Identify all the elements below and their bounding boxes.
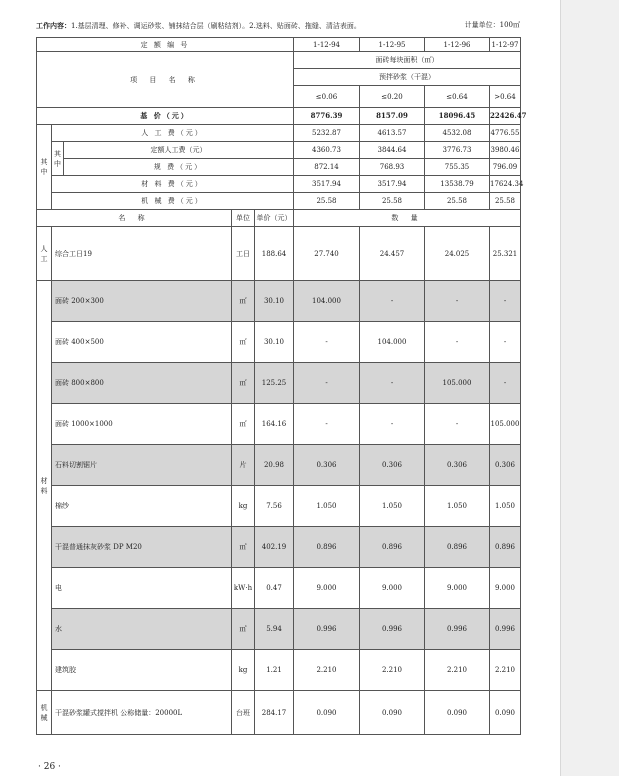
material-row bbox=[37, 281, 521, 322]
material-row bbox=[37, 322, 521, 363]
material-qty: 0.306 bbox=[294, 445, 360, 486]
material-qty: 9.000 bbox=[360, 568, 425, 609]
material-qty: 9.000 bbox=[425, 568, 490, 609]
fees-label: 规 费（元） bbox=[64, 159, 294, 176]
measurement-unit: 计量单位：100㎡ bbox=[464, 21, 520, 29]
material-unit: 片 bbox=[232, 445, 255, 486]
material-qty: 0.306 bbox=[360, 445, 425, 486]
material-unit: ㎡ bbox=[232, 281, 255, 322]
work-content-text: 1.基层清理、修补、调运砂浆、铺抹结合层（刷粘结剂）。2.选料、贴面砖、拖缝、清洁表面。 bbox=[71, 22, 361, 30]
material-qty: - bbox=[360, 281, 425, 322]
material-name: 石料切割锯片 bbox=[52, 445, 232, 486]
resource-price-header: 单价（元） bbox=[255, 210, 294, 227]
material-group-text: 材 料 bbox=[40, 476, 48, 495]
quota-code-4: 1-12-97 bbox=[490, 38, 521, 52]
base-price-3: 18096.45 bbox=[425, 108, 490, 125]
mortar-type-header: 预拌砂浆（干混） bbox=[294, 69, 521, 86]
material-price: 402.19 bbox=[255, 527, 294, 568]
material-qty: 1.050 bbox=[425, 486, 490, 527]
material-row bbox=[37, 445, 521, 486]
quota-labor-cost-1: 4360.73 bbox=[294, 142, 360, 159]
machinery-item-unit: 台班 bbox=[232, 691, 255, 735]
material-price: 20.98 bbox=[255, 445, 294, 486]
fees-1: 872.14 bbox=[294, 159, 360, 176]
material-qty: 2.210 bbox=[294, 650, 360, 691]
material-price: 5.94 bbox=[255, 609, 294, 650]
fees-3: 755.35 bbox=[425, 159, 490, 176]
material-name: 面砖 400×500 bbox=[52, 322, 232, 363]
material-price: 0.47 bbox=[255, 568, 294, 609]
item-name-label: 项 目 名 称 bbox=[37, 52, 294, 108]
material-qty: 1.050 bbox=[360, 486, 425, 527]
material-qty: 104.000 bbox=[360, 322, 425, 363]
labor-item-name: 综合工日19 bbox=[52, 227, 232, 281]
material-unit: ㎡ bbox=[232, 363, 255, 404]
machinery-item-qty-3: 0.090 bbox=[425, 691, 490, 735]
material-unit: ㎥ bbox=[232, 527, 255, 568]
material-row bbox=[37, 568, 521, 609]
material-price: 164.16 bbox=[255, 404, 294, 445]
material-row bbox=[37, 650, 521, 691]
labor-cost-4: 4776.55 bbox=[490, 125, 521, 142]
material-price: 30.10 bbox=[255, 322, 294, 363]
material-unit: ㎥ bbox=[232, 609, 255, 650]
material-qty: - bbox=[360, 404, 425, 445]
material-name: 面砖 1000×1000 bbox=[52, 404, 232, 445]
material-name: 建筑胶 bbox=[52, 650, 232, 691]
work-content-line bbox=[36, 21, 520, 31]
material-cost-1: 3517.94 bbox=[294, 176, 360, 193]
material-name: 面砖 800×800 bbox=[52, 363, 232, 404]
material-qty: 0.996 bbox=[294, 609, 360, 650]
quota-labor-cost-2: 3844.64 bbox=[360, 142, 425, 159]
material-qty: 0.996 bbox=[360, 609, 425, 650]
material-qty: - bbox=[425, 281, 490, 322]
material-price: 30.10 bbox=[255, 281, 294, 322]
material-name: 面砖 200×300 bbox=[52, 281, 232, 322]
material-unit: ㎡ bbox=[232, 322, 255, 363]
base-price-4: 22426.47 bbox=[490, 108, 521, 125]
labor-item-qty-4: 25.321 bbox=[490, 227, 521, 281]
base-price-2: 8157.09 bbox=[360, 108, 425, 125]
range-4: >0.64 bbox=[490, 86, 521, 108]
material-unit: kg bbox=[232, 650, 255, 691]
material-cost-3: 13538.79 bbox=[425, 176, 490, 193]
material-qty: - bbox=[360, 363, 425, 404]
material-unit: kg bbox=[232, 486, 255, 527]
labor-cost-3: 4532.08 bbox=[425, 125, 490, 142]
cost-group-text: 其 中 bbox=[40, 158, 48, 176]
material-qty: 0.996 bbox=[490, 609, 521, 650]
machinery-item-price: 284.17 bbox=[255, 691, 294, 735]
material-unit: kW·h bbox=[232, 568, 255, 609]
labor-group-label bbox=[37, 227, 52, 281]
work-content-label: 工作内容： bbox=[36, 21, 71, 30]
material-qty: - bbox=[294, 363, 360, 404]
material-group-label bbox=[37, 281, 52, 691]
machinery-item-qty-2: 0.090 bbox=[360, 691, 425, 735]
labor-cost-1: 5232.87 bbox=[294, 125, 360, 142]
quota-code-1: 1-12-94 bbox=[294, 38, 360, 52]
material-qty: 9.000 bbox=[294, 568, 360, 609]
material-qty: - bbox=[425, 404, 490, 445]
material-qty: 105.000 bbox=[490, 404, 521, 445]
material-row bbox=[37, 486, 521, 527]
machine-cost-2: 25.58 bbox=[360, 193, 425, 210]
material-unit: ㎡ bbox=[232, 404, 255, 445]
machine-cost-4: 25.58 bbox=[490, 193, 521, 210]
material-qty: 9.000 bbox=[490, 568, 521, 609]
machinery-group-text: 机 械 bbox=[40, 703, 48, 722]
material-name: 水 bbox=[52, 609, 232, 650]
material-qty: 104.000 bbox=[294, 281, 360, 322]
machinery-item-qty-1: 0.090 bbox=[294, 691, 360, 735]
quota-labor-cost-3: 3776.73 bbox=[425, 142, 490, 159]
base-price-1: 8776.39 bbox=[294, 108, 360, 125]
material-qty: - bbox=[490, 322, 521, 363]
material-qty: - bbox=[294, 404, 360, 445]
labor-item-qty-1: 27.740 bbox=[294, 227, 360, 281]
material-price: 1.21 bbox=[255, 650, 294, 691]
resource-name-header: 名 称 bbox=[37, 210, 232, 227]
cost-group-label bbox=[37, 125, 52, 210]
range-2: ≤0.20 bbox=[360, 86, 425, 108]
material-qty: - bbox=[294, 322, 360, 363]
material-name: 干混普通抹灰砂浆 DP M20 bbox=[52, 527, 232, 568]
base-price-label: 基 价（元） bbox=[37, 108, 294, 125]
page-number: · 26 · bbox=[38, 762, 61, 772]
quota-code-label: 定 额 编 号 bbox=[37, 38, 294, 52]
quota-table bbox=[36, 37, 527, 735]
material-row bbox=[37, 363, 521, 404]
material-qty: 2.210 bbox=[425, 650, 490, 691]
tile-area-header: 面砖每块面积（㎡） bbox=[294, 52, 521, 69]
fees-4: 796.09 bbox=[490, 159, 521, 176]
range-1: ≤0.06 bbox=[294, 86, 360, 108]
machinery-item-qty-4: 0.090 bbox=[490, 691, 521, 735]
labor-item-price: 188.64 bbox=[255, 227, 294, 281]
labor-item-unit: 工日 bbox=[232, 227, 255, 281]
material-qty: 0.896 bbox=[294, 527, 360, 568]
material-qty: 0.306 bbox=[425, 445, 490, 486]
labor-group-text: 人 工 bbox=[40, 244, 48, 263]
material-row bbox=[37, 527, 521, 568]
material-qty: 0.896 bbox=[360, 527, 425, 568]
material-qty: - bbox=[490, 281, 521, 322]
machine-cost-1: 25.58 bbox=[294, 193, 360, 210]
material-price: 7.56 bbox=[255, 486, 294, 527]
resource-quantity-header: 数 量 bbox=[294, 210, 521, 227]
material-price: 125.25 bbox=[255, 363, 294, 404]
labor-item-qty-2: 24.457 bbox=[360, 227, 425, 281]
range-3: ≤0.64 bbox=[425, 86, 490, 108]
material-row bbox=[37, 404, 521, 445]
material-cost-2: 3517.94 bbox=[360, 176, 425, 193]
machinery-group-label bbox=[37, 691, 52, 735]
material-cost-4: 17624.34 bbox=[490, 176, 521, 193]
resource-unit-header: 单位 bbox=[232, 210, 255, 227]
machine-cost-label: 机 械 费（元） bbox=[52, 193, 294, 210]
quota-code-2: 1-12-95 bbox=[360, 38, 425, 52]
material-row bbox=[37, 609, 521, 650]
material-qty: 1.050 bbox=[294, 486, 360, 527]
machine-cost-3: 25.58 bbox=[425, 193, 490, 210]
material-qty: 0.896 bbox=[425, 527, 490, 568]
machinery-item-name: 干混砂浆罐式搅拌机 公称储量：20000L bbox=[52, 691, 232, 735]
material-qty: 2.210 bbox=[360, 650, 425, 691]
material-qty: 2.210 bbox=[490, 650, 521, 691]
material-qty: 1.050 bbox=[490, 486, 521, 527]
quota-code-3: 1-12-96 bbox=[425, 38, 490, 52]
labor-cost-2: 4613.57 bbox=[360, 125, 425, 142]
material-qty: 0.996 bbox=[425, 609, 490, 650]
material-qty: 0.896 bbox=[490, 527, 521, 568]
quota-labor-cost-label: 定额人工费（元） bbox=[64, 142, 294, 159]
quota-labor-cost-4: 3980.46 bbox=[490, 142, 521, 159]
labor-cost-label: 人 工 费（元） bbox=[52, 125, 294, 142]
material-name: 电 bbox=[52, 568, 232, 609]
fees-2: 768.93 bbox=[360, 159, 425, 176]
material-qty: - bbox=[425, 322, 490, 363]
material-qty: 0.306 bbox=[490, 445, 521, 486]
material-name: 棉纱 bbox=[52, 486, 232, 527]
material-qty: - bbox=[490, 363, 521, 404]
material-cost-label: 材 料 费（元） bbox=[52, 176, 294, 193]
sub-group-label bbox=[52, 142, 64, 176]
labor-item-qty-3: 24.025 bbox=[425, 227, 490, 281]
material-qty: 105.000 bbox=[425, 363, 490, 404]
sub-group-text: 其 中 bbox=[54, 149, 61, 168]
